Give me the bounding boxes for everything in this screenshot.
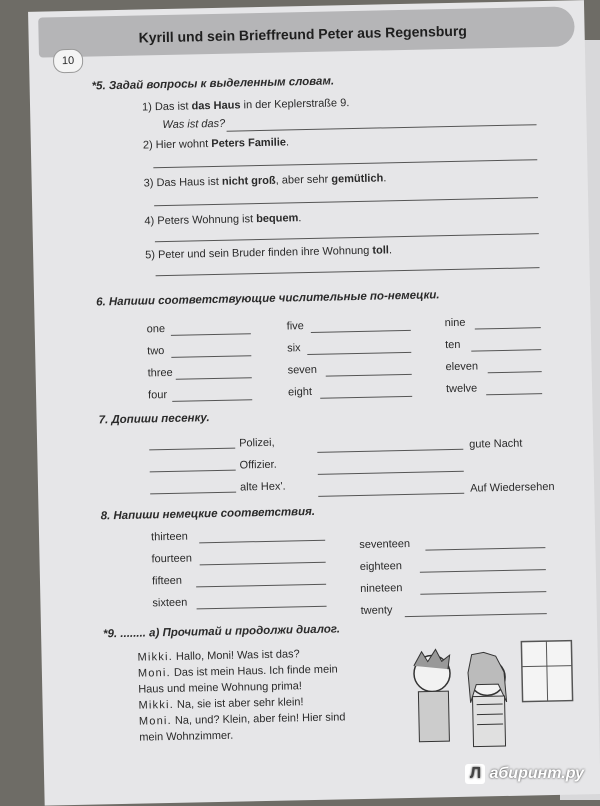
exercise-7-heading: 7. Допиши песенку. xyxy=(99,412,210,426)
ex5-answer-line-3[interactable] xyxy=(154,197,538,206)
dialog-line: Moni. Na, und? Klein, aber fein! Hier sind xyxy=(139,707,439,729)
ex8-line[interactable] xyxy=(425,547,545,551)
ex8-line[interactable] xyxy=(200,562,326,566)
ex6-line[interactable] xyxy=(320,396,412,399)
ex6-word: nine xyxy=(445,317,466,329)
ex5-sentence-3: 3) Das Haus ist nicht groß, aber sehr gemütlich. xyxy=(144,172,387,189)
ex6-word: ten xyxy=(445,339,461,351)
ex6-word: six xyxy=(287,342,301,354)
labirint-logo: Л xyxy=(465,764,485,784)
kids-illustration xyxy=(391,630,594,774)
ex7-line[interactable] xyxy=(317,449,463,453)
ex8-word: fifteen xyxy=(152,575,182,588)
watermark: Л абиринт.ру xyxy=(465,764,584,784)
ex8-line[interactable] xyxy=(197,606,327,610)
ex5-answer-line-2[interactable] xyxy=(153,159,537,168)
ex8-word: eighteen xyxy=(360,560,402,573)
ex8-line[interactable] xyxy=(196,584,326,588)
ex5-sentence-2: 2) Hier wohnt Peters Familie. xyxy=(143,136,289,151)
dialog-line: Mikki. Na, sie ist aber sehr klein! xyxy=(138,691,438,713)
workbook-page xyxy=(28,0,600,805)
dialog-line: Haus und meine Wohnung prima! xyxy=(138,675,438,697)
ex5-sentence-4: 4) Peters Wohnung ist bequem. xyxy=(144,212,301,227)
ex7-word: gute Nacht xyxy=(469,438,522,451)
dialog-line: mein Wohnzimmer. xyxy=(139,723,439,745)
page-title: Kyrill und sein Brieffreund Peter aus Regensburg xyxy=(138,23,467,46)
ex6-word: three xyxy=(148,367,173,380)
ex5-answer-line-1[interactable] xyxy=(227,124,537,131)
ex5-sentence-1: 1) Das ist das Haus in der Keplerstraße 9. xyxy=(142,97,349,113)
ex8-line[interactable] xyxy=(420,569,546,573)
ex7-word: alte Hex'. xyxy=(240,481,286,494)
exercise-5-heading: *5. Задай вопросы к выделенным словам. xyxy=(92,75,335,92)
ex6-word: four xyxy=(148,389,167,401)
ex6-line[interactable] xyxy=(171,333,251,336)
ex7-word: Auf Wiedersehen xyxy=(470,481,555,495)
page-number: 10 xyxy=(53,49,83,74)
page-header xyxy=(38,6,575,57)
ex6-line[interactable] xyxy=(475,327,541,329)
ex6-line[interactable] xyxy=(171,355,251,358)
ex8-word: thirteen xyxy=(151,531,188,544)
ex6-line[interactable] xyxy=(326,374,412,377)
ex6-word: two xyxy=(147,345,164,357)
ex8-word: nineteen xyxy=(360,582,402,595)
ex5-answer-1: Was ist das? xyxy=(162,118,225,131)
ex8-word: seventeen xyxy=(359,538,410,551)
ex8-line[interactable] xyxy=(405,613,547,617)
ex6-word: one xyxy=(147,323,166,335)
ex6-line[interactable] xyxy=(311,330,411,333)
ex6-line[interactable] xyxy=(488,371,542,373)
ex8-word: twenty xyxy=(361,604,393,617)
ex6-line[interactable] xyxy=(176,377,252,380)
ex7-line[interactable] xyxy=(318,471,464,475)
ex8-word: sixteen xyxy=(152,597,187,610)
ex8-line[interactable] xyxy=(420,591,546,595)
exercise-8-heading: 8. Напиши немецкие соответствия. xyxy=(101,506,316,522)
ex8-word: fourteen xyxy=(151,553,192,566)
ex5-answer-line-5[interactable] xyxy=(156,267,540,276)
ex6-word: seven xyxy=(288,364,318,377)
ex6-line[interactable] xyxy=(307,352,411,355)
ex7-word: Offizier. xyxy=(239,459,276,472)
ex7-line[interactable] xyxy=(318,493,464,497)
ex7-line[interactable] xyxy=(150,470,236,473)
ex7-word: Polizei, xyxy=(239,437,275,450)
exercise-6-heading: 6. Напиши соответствующие числительные по-немецки. xyxy=(96,289,440,308)
exercise-9-heading: *9. ........ а) Прочитай и продолжи диалог. xyxy=(103,623,340,640)
ex6-word: eleven xyxy=(445,360,478,373)
dialog-line: Moni. Das ist mein Haus. Ich finde mein xyxy=(138,659,438,681)
ex7-line[interactable] xyxy=(149,448,235,451)
ex6-word: five xyxy=(287,320,304,332)
ex6-line[interactable] xyxy=(486,393,542,395)
ex6-word: eight xyxy=(288,386,312,398)
ex8-line[interactable] xyxy=(199,540,325,544)
ex6-line[interactable] xyxy=(172,399,252,402)
ex5-answer-line-4[interactable] xyxy=(155,233,539,242)
ex6-line[interactable] xyxy=(471,349,541,351)
ex7-line[interactable] xyxy=(150,492,236,495)
ex6-word: twelve xyxy=(446,382,477,395)
ex5-sentence-5: 5) Peter und sein Bruder finden ihre Wohnung toll. xyxy=(145,244,392,261)
dialog-line: Mikki. Hallo, Moni! Was ist das? xyxy=(137,643,437,665)
